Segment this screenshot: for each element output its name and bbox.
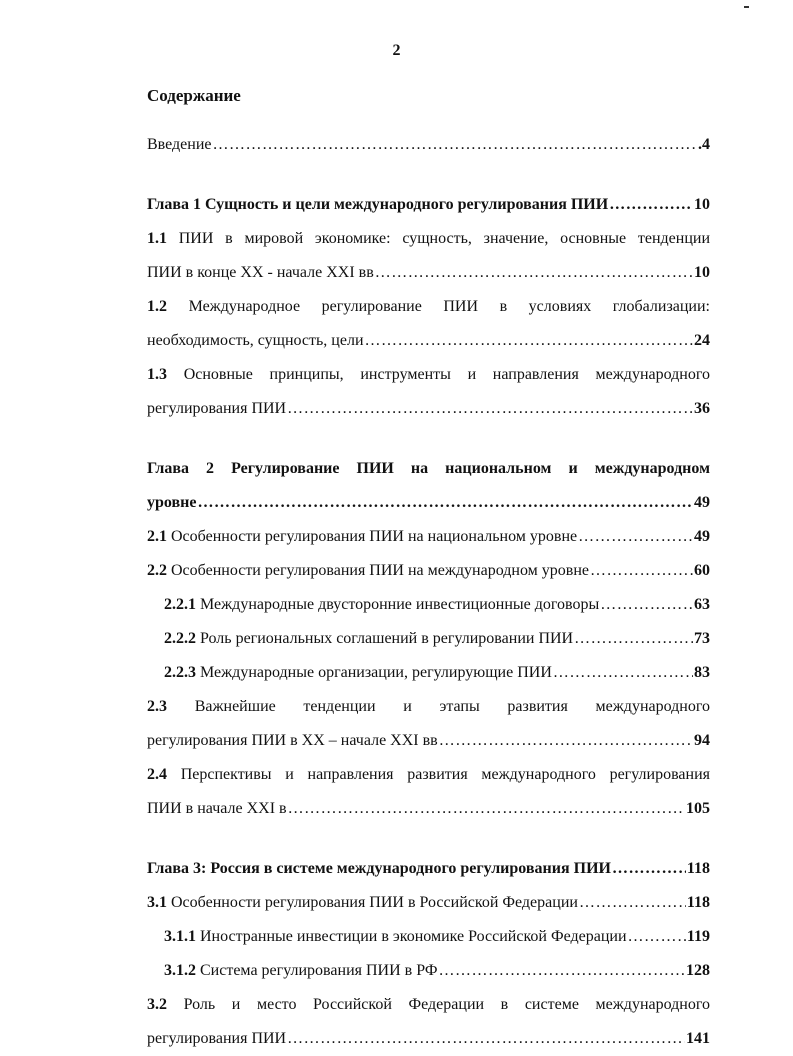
toc-entry-page: .4 xyxy=(698,136,710,153)
toc-entry-title: Международные двусторонние инвестиционные договоры xyxy=(200,596,600,613)
toc-entry-2-4-cont[interactable] xyxy=(147,792,710,826)
toc-entry-chapter-2-cont[interactable] xyxy=(147,486,710,520)
toc-entry-1-1[interactable] xyxy=(147,222,710,256)
toc-entry-number: 2.4 xyxy=(147,766,167,783)
toc-entry-2-2-2[interactable] xyxy=(147,622,710,656)
toc-entry-page: 49 xyxy=(694,494,710,511)
leader-dots xyxy=(590,554,693,588)
toc-entry-title: регулирования ПИИ в XX – начале XXI вв xyxy=(147,732,438,749)
toc-entry-page: 83 xyxy=(694,664,710,681)
toc-entry-page: 118 xyxy=(686,894,710,911)
toc-entry-title: ПИИ в мировой экономике: сущность, значение, основные тенденции xyxy=(178,230,710,247)
toc-entry-2-2[interactable] xyxy=(147,554,710,588)
toc-entry-page: 105 xyxy=(686,800,710,817)
toc-entry-1-2[interactable] xyxy=(147,290,710,324)
toc-entry-title: Роль и место Российской Федерации в системе международного xyxy=(183,996,710,1013)
toc-entry-number: 2.2.1 xyxy=(164,596,196,613)
toc-entry-page: 63 xyxy=(694,596,710,613)
toc-entry-3-2-cont[interactable] xyxy=(147,1022,710,1056)
toc-entry-title: Роль региональных соглашений в регулировании ПИИ xyxy=(200,630,574,647)
leader-dots xyxy=(287,392,693,426)
toc-entry-number: 1.3 xyxy=(147,366,167,383)
toc-entry-title: Международное регулирование ПИИ в условиях глобализации: xyxy=(188,298,710,315)
toc-entry-number: 2.2.3 xyxy=(164,664,196,681)
toc-entry-page: 119 xyxy=(686,928,710,945)
toc-entry-page: 49 xyxy=(694,528,710,545)
toc-entry-number: 2.2.2 xyxy=(164,630,196,647)
toc-entry-page: 36 xyxy=(694,400,710,417)
toc-entry-title: Система регулирования ПИИ в РФ xyxy=(200,962,438,979)
toc-entry-page: 10 xyxy=(694,196,710,213)
toc-entry-title: регулирования ПИИ xyxy=(147,400,287,417)
toc-entry-page: 94 xyxy=(694,732,710,749)
leader-dots xyxy=(365,324,693,358)
toc-entry-2-1[interactable] xyxy=(147,520,710,554)
toc-entry-page: 24 xyxy=(694,332,710,349)
toc-entry-page: 73 xyxy=(694,630,710,647)
toc-entry-1-3[interactable] xyxy=(147,358,710,392)
toc-entry-title: Введение xyxy=(147,136,212,153)
toc-entry-number: 3.2 xyxy=(147,996,167,1013)
toc-entry-2-4[interactable] xyxy=(147,758,710,792)
table-of-contents xyxy=(147,128,710,1056)
toc-entry-title: Важнейшие тенденции и этапы развития международного xyxy=(194,698,710,715)
toc-entry-title: Глава 3: Россия в системе международного регулирования ПИИ xyxy=(147,860,611,877)
toc-entry-title: необходимость, сущность, цели xyxy=(147,332,364,349)
leader-dots xyxy=(579,886,686,920)
leader-dots xyxy=(213,128,698,162)
toc-entry-number: 1.1 xyxy=(147,230,167,247)
toc-entry-number: 2.1 xyxy=(147,528,167,545)
toc-entry-chapter-1[interactable] xyxy=(147,188,710,222)
toc-entry-chapter-2[interactable] xyxy=(147,452,710,486)
leader-dots xyxy=(612,852,686,886)
leader-dots xyxy=(197,486,693,520)
leader-dots xyxy=(578,520,693,554)
toc-entry-title: Особенности регулирования ПИИ на международном уровне xyxy=(171,562,589,579)
toc-entry-title: ПИИ в начале XXI в xyxy=(147,800,287,817)
leader-dots xyxy=(375,256,693,290)
toc-entry-title: регулирования ПИИ xyxy=(147,1030,287,1047)
toc-entry-number: 3.1.1 xyxy=(164,928,196,945)
leader-dots xyxy=(574,622,693,656)
toc-entry-title: Глава 2 Регулирование ПИИ на национальном и международном xyxy=(147,460,710,477)
toc-heading: Содержание xyxy=(147,86,241,105)
scan-mark xyxy=(744,6,749,8)
toc-entry-3-1-2[interactable] xyxy=(147,954,710,988)
toc-entry-title: Основные принципы, инструменты и направления международного xyxy=(183,366,710,383)
toc-entry-1-3-cont[interactable] xyxy=(147,392,710,426)
toc-entry-number: 2.3 xyxy=(147,698,167,715)
toc-entry-title: уровне xyxy=(147,494,197,511)
leader-dots xyxy=(287,1022,685,1056)
leader-dots xyxy=(438,954,685,988)
toc-entry-title: Международные организации, регулирующие ПИИ xyxy=(200,664,552,681)
toc-entry-number: 2.2 xyxy=(147,562,167,579)
toc-entry-2-2-3[interactable] xyxy=(147,656,710,690)
toc-entry-intro[interactable] xyxy=(147,128,710,162)
toc-entry-title: Особенности регулирования ПИИ на национальном уровне xyxy=(171,528,578,545)
toc-entry-number: 1.2 xyxy=(147,298,167,315)
leader-dots xyxy=(600,588,693,622)
toc-entry-3-1-1[interactable] xyxy=(147,920,710,954)
toc-entry-page: 141 xyxy=(686,1030,710,1047)
toc-entry-3-2[interactable] xyxy=(147,988,710,1022)
toc-entry-chapter-3[interactable] xyxy=(147,852,710,886)
toc-entry-2-3[interactable] xyxy=(147,690,710,724)
toc-entry-title: Иностранные инвестиции в экономике Российской Федерации xyxy=(200,928,627,945)
toc-entry-page: 60 xyxy=(694,562,710,579)
toc-entry-1-2-cont[interactable] xyxy=(147,324,710,358)
toc-entry-3-1[interactable] xyxy=(147,886,710,920)
leader-dots xyxy=(439,724,693,758)
toc-entry-title: ПИИ в конце XX - начале XXI вв xyxy=(147,264,374,281)
leader-dots xyxy=(288,792,685,826)
toc-entry-page: 128 xyxy=(686,962,710,979)
toc-entry-title: Перспективы и направления развития международного регулирования xyxy=(180,766,710,783)
leader-dots xyxy=(609,188,693,222)
page-number: 2 xyxy=(392,42,401,59)
toc-entry-number: 3.1.2 xyxy=(164,962,196,979)
toc-entry-page: 10 xyxy=(694,264,710,281)
leader-dots xyxy=(553,656,693,690)
toc-entry-2-2-1[interactable] xyxy=(147,588,710,622)
toc-entry-2-3-cont[interactable] xyxy=(147,724,710,758)
leader-dots xyxy=(628,920,686,954)
toc-entry-title: Глава 1 Сущность и цели международного регулирования ПИИ xyxy=(147,196,609,213)
toc-entry-page: 118 xyxy=(686,860,710,877)
toc-entry-number: 3.1 xyxy=(147,894,167,911)
toc-entry-1-1-cont[interactable] xyxy=(147,256,710,290)
toc-entry-title: Особенности регулирования ПИИ в Российской Федерации xyxy=(171,894,578,911)
